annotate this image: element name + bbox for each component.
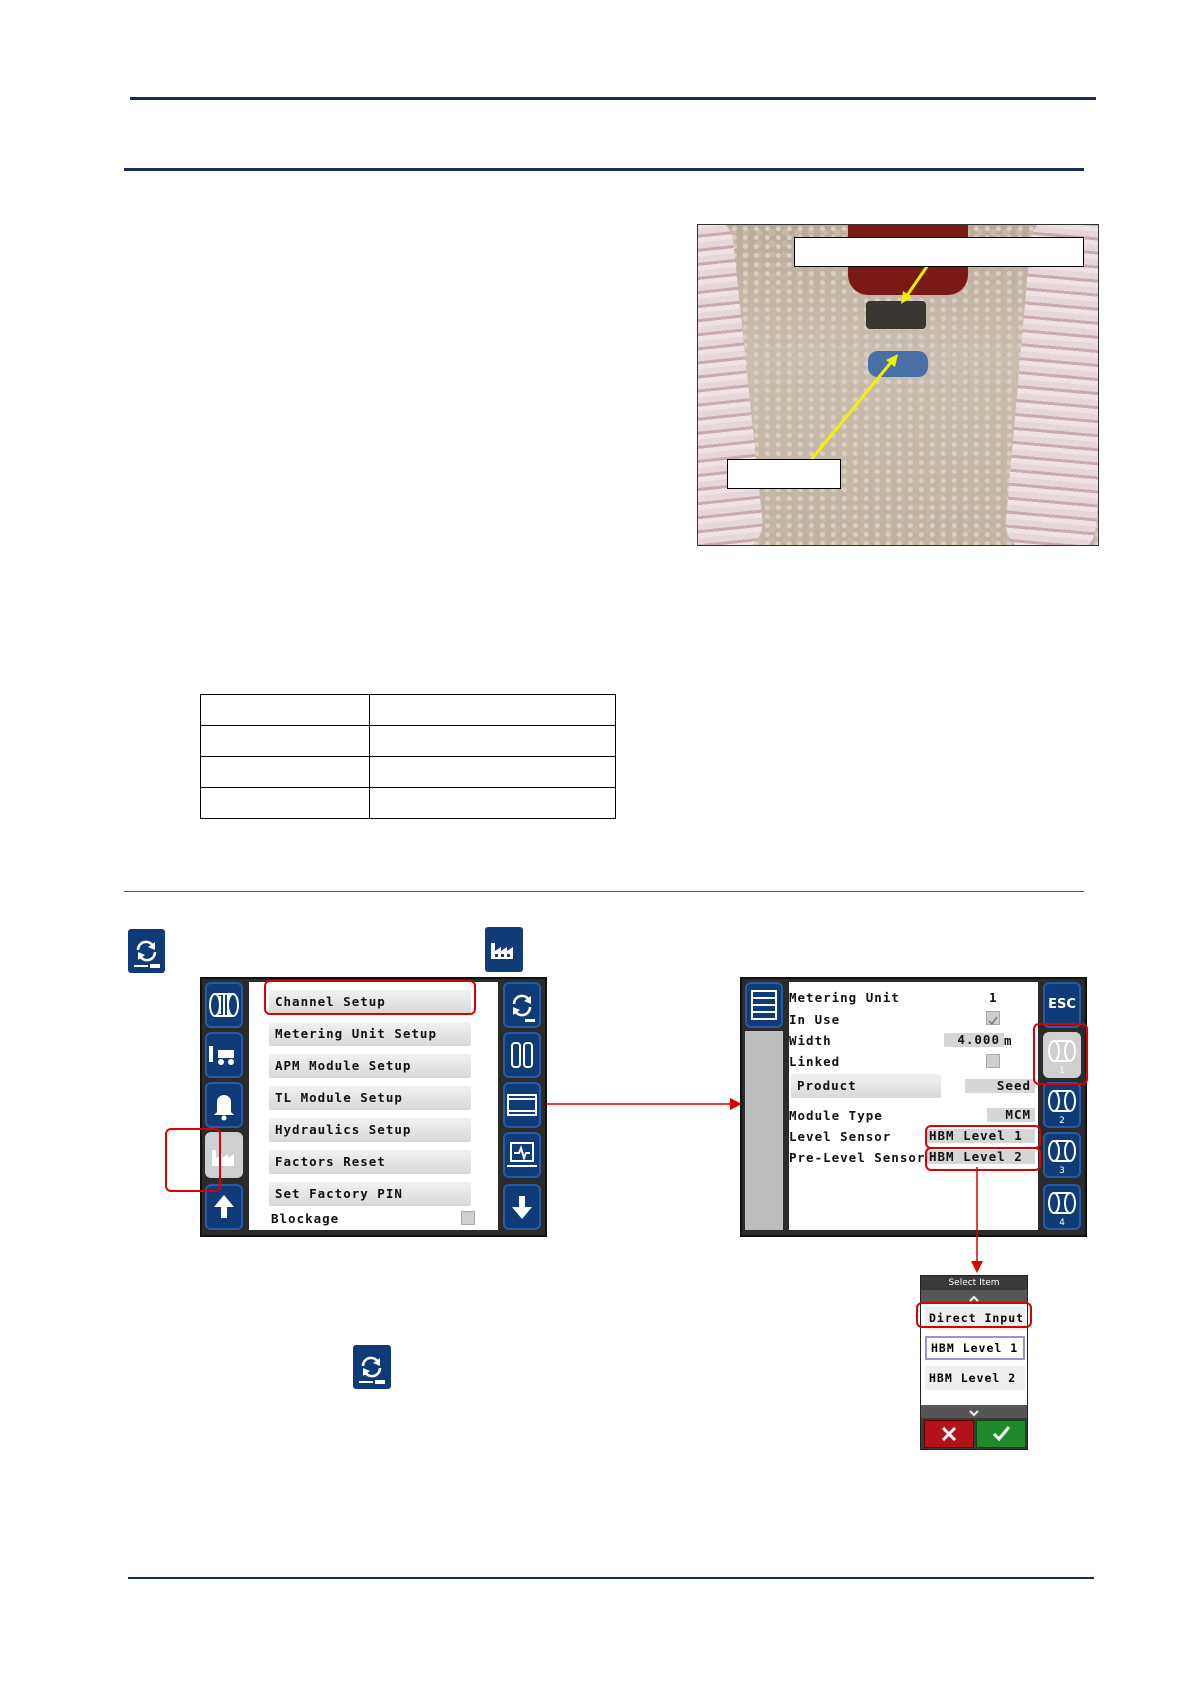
linked-label: Linked <box>789 1054 841 1069</box>
metering-unit-panel <box>789 982 1038 1230</box>
width-label: Width <box>789 1033 832 1048</box>
metering-unit-4-button[interactable] <box>1043 1184 1081 1230</box>
layout-list-icon[interactable] <box>745 982 783 1028</box>
width-value[interactable]: 4.000 <box>944 1033 1004 1047</box>
metering-unit-value: 1 <box>989 990 998 1005</box>
channel-setup-button[interactable]: Channel Setup <box>269 990 471 1014</box>
hydraulics-setup-button[interactable]: Hydraulics Setup <box>269 1118 471 1142</box>
dialog-title: Select Item <box>948 1278 1000 1288</box>
blank-table <box>200 694 616 819</box>
metering-unit-3-button[interactable] <box>1043 1132 1081 1178</box>
unit-number: 2 <box>1059 1116 1065 1126</box>
film-monitor-icon[interactable] <box>503 1082 541 1128</box>
metering-unit-2-button[interactable] <box>1043 1082 1081 1128</box>
level-sensor-highlight <box>925 1125 1041 1149</box>
direct-input-highlight <box>916 1302 1032 1328</box>
level-sensor-value[interactable]: HBM Level 1 <box>925 1129 1035 1143</box>
circular-arrows-icon[interactable] <box>353 1345 391 1389</box>
level-sensor-label: Level Sensor <box>789 1129 892 1144</box>
metering-roller-icon[interactable] <box>205 982 243 1028</box>
unit-number: 4 <box>1059 1218 1065 1228</box>
hopper-sensor-photo <box>697 224 1099 546</box>
metering-unit-setup-button[interactable]: Metering Unit Setup <box>269 1022 471 1046</box>
hbm-level-2-option[interactable]: HBM Level 2 <box>925 1366 1025 1390</box>
footer-rule <box>128 1577 1094 1579</box>
metering-unit-label: Metering Unit <box>789 990 900 1005</box>
set-factory-pin-button[interactable]: Set Factory PIN <box>269 1182 471 1206</box>
factory-menu-screen <box>200 977 547 1237</box>
circular-arrows-icon[interactable] <box>128 929 165 973</box>
in-use-checkbox[interactable] <box>986 1011 1000 1025</box>
metering-unit-screen <box>740 977 1087 1237</box>
circular-arrows-icon[interactable] <box>503 982 541 1028</box>
unit-1-highlight <box>1033 1023 1088 1085</box>
dialog-connector-arrow <box>970 1167 984 1273</box>
left-blank-column <box>745 1031 783 1230</box>
callout-arrows <box>698 225 1098 545</box>
factors-reset-button[interactable]: Factors Reset <box>269 1150 471 1174</box>
cancel-button[interactable] <box>924 1420 974 1448</box>
arrow-down-icon[interactable] <box>503 1184 541 1230</box>
in-use-label: In Use <box>789 1012 841 1027</box>
dual-roller-icon[interactable] <box>503 1032 541 1078</box>
callout-label-top <box>794 237 1084 267</box>
tractor-seeder-icon[interactable] <box>205 1032 243 1078</box>
callout-label-bottom <box>727 459 841 489</box>
connector-arrow <box>546 1097 746 1111</box>
width-unit: m <box>1004 1033 1013 1048</box>
factory-button-highlight <box>165 1128 221 1192</box>
module-type-label: Module Type <box>789 1108 883 1123</box>
pre-level-sensor-value[interactable]: HBM Level 2 <box>925 1150 1035 1164</box>
factory-icon[interactable] <box>485 927 523 972</box>
channel-setup-highlight <box>264 980 476 1015</box>
hbm-level-1-option[interactable]: HBM Level 1 <box>925 1336 1025 1360</box>
scroll-down-button[interactable] <box>921 1405 1027 1418</box>
tl-module-setup-button[interactable]: TL Module Setup <box>269 1086 471 1110</box>
blockage-checkbox[interactable] <box>461 1211 475 1225</box>
unit-number: 3 <box>1059 1166 1065 1176</box>
direct-input-option[interactable]: Direct Input <box>925 1306 1025 1330</box>
esc-button[interactable] <box>1043 982 1081 1028</box>
esc-label: ESC <box>1048 997 1076 1012</box>
product-button[interactable]: Product <box>791 1074 941 1098</box>
unit-number: 1 <box>1059 1066 1065 1076</box>
menu-panel <box>249 982 498 1230</box>
apm-module-setup-button[interactable]: APM Module Setup <box>269 1054 471 1078</box>
header-rule-bottom <box>124 168 1084 171</box>
bell-icon[interactable] <box>205 1082 243 1128</box>
pre-level-sensor-label: Pre-Level Sensor <box>789 1150 926 1165</box>
blockage-label: Blockage <box>271 1211 340 1226</box>
module-type-value[interactable]: MCM <box>987 1108 1035 1122</box>
linked-checkbox[interactable] <box>986 1054 1000 1068</box>
confirm-button[interactable] <box>976 1420 1026 1448</box>
section-divider <box>124 891 1084 892</box>
product-value[interactable]: Seed <box>965 1079 1035 1093</box>
laptop-diagnostics-icon[interactable] <box>503 1132 541 1178</box>
header-rule-top <box>130 97 1096 100</box>
